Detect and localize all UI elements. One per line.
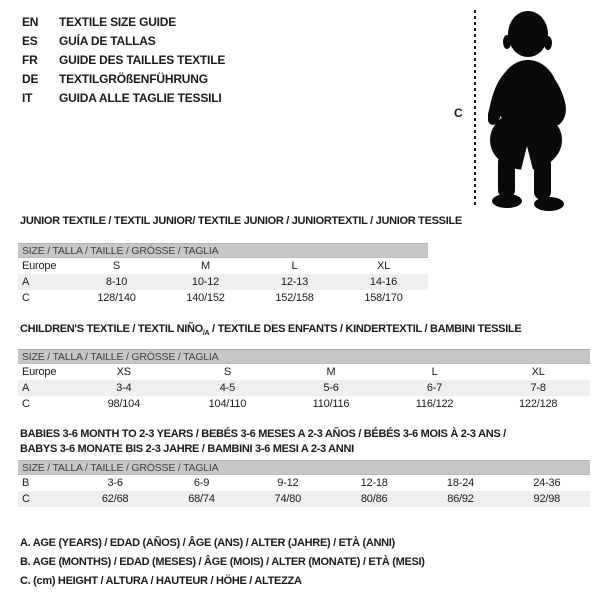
lang-code: DE <box>22 72 39 86</box>
table-row <box>18 491 590 507</box>
age-cell: 18-24 <box>446 477 475 489</box>
lang-code: EN <box>22 15 39 29</box>
children-size-table <box>18 323 590 412</box>
height-cell: 74/80 <box>274 493 302 505</box>
size-cell: M <box>326 366 336 379</box>
junior-size-table <box>18 215 462 306</box>
lang-label: TEXTILGRÖßENFÜHRUNG <box>59 72 208 86</box>
row-label: C <box>22 292 30 304</box>
height-cell: 152/158 <box>275 292 314 304</box>
height-cell: 80/86 <box>360 493 388 505</box>
babies-size-table <box>18 427 590 507</box>
size-cell: M <box>201 260 210 272</box>
lang-row-fr <box>22 51 225 70</box>
row-label: Europe <box>22 366 57 379</box>
table-row <box>18 290 428 306</box>
age-cell: 5-6 <box>323 382 339 395</box>
height-cell: 62/68 <box>101 493 129 505</box>
height-cell: 128/140 <box>97 292 136 304</box>
row-label: C <box>22 493 30 505</box>
table-row <box>18 475 590 491</box>
size-cell: S <box>112 260 121 272</box>
height-cell: 92/98 <box>533 493 561 505</box>
row-label: A <box>22 382 30 395</box>
row-label: C <box>22 398 30 411</box>
legend-line-c: C. (cm) HEIGHT / ALTURA / HAUTEUR / HÖHE / ALTEZZA <box>20 575 302 587</box>
height-cell: 116/122 <box>415 398 454 411</box>
age-cell: 7-8 <box>530 382 546 395</box>
size-cell: L <box>431 366 438 379</box>
row-label: B <box>22 477 30 489</box>
height-cell: 122/128 <box>518 398 558 411</box>
age-cell: 4-5 <box>219 382 236 395</box>
height-cell: 68/74 <box>188 493 215 505</box>
lang-code: FR <box>22 53 38 67</box>
height-cell: 86/92 <box>447 493 474 505</box>
lang-row-de <box>22 70 225 89</box>
table-header-size: SIZE / TALLA / TAILLE / GRÖSSE / TAGLIA <box>18 349 590 364</box>
table-row <box>18 258 428 274</box>
lang-row-it <box>22 89 225 108</box>
table-row <box>18 396 590 412</box>
age-cell: 14-16 <box>369 276 398 288</box>
height-cell: 98/104 <box>107 398 141 411</box>
size-cell: XL <box>531 366 545 379</box>
age-cell: 3-6 <box>107 477 123 489</box>
height-measure-dashed-line <box>474 10 476 207</box>
age-cell: 12-18 <box>360 477 388 489</box>
table-row <box>18 274 428 290</box>
age-cell: 10-12 <box>191 276 220 288</box>
lang-row-es <box>22 32 225 51</box>
height-cell: 110/116 <box>312 398 350 411</box>
age-cell: 12-13 <box>280 276 309 288</box>
age-cell: 3-4 <box>116 382 132 395</box>
lang-label: GUÍA DE TALLAS <box>59 34 156 48</box>
table-title: JUNIOR TEXTILE / TEXTIL JUNIOR/ TEXTILE JUNIOR / JUNIORTEXTIL / JUNIOR TESSILE <box>20 215 462 227</box>
table-title-line2: BABYS 3-6 MONATE BIS 2-3 JAHRE / BAMBINI 3-6 MESI A 2-3 ANNI <box>20 443 354 455</box>
height-cell: 140/152 <box>186 292 225 304</box>
table-title <box>18 427 590 457</box>
measure-legend <box>20 534 425 591</box>
lang-label: GUIDA ALLE TAGLIE TESSILI <box>59 91 222 105</box>
title-subscript: /A <box>202 330 210 338</box>
baby-silhouette-icon <box>488 6 592 212</box>
age-cell: 9-12 <box>277 477 299 489</box>
size-cell: L <box>291 260 298 272</box>
table-header-size: SIZE / TALLA / TAILLE / GRÖSSE / TAGLIA <box>18 243 428 258</box>
age-cell: 6-7 <box>426 382 443 395</box>
table-row <box>18 380 590 396</box>
table-title: CHILDREN'S TEXTILE / TEXTIL $NIÑO_{/A}$ / TEXTILE DES ENFANTS / KINDERTEXTIL / BAMBINI TESSILE <box>20 323 522 338</box>
age-cell: 8-10 <box>105 276 128 288</box>
lang-label: TEXTILE SIZE GUIDE <box>59 15 177 29</box>
height-cell: 158/170 <box>364 292 403 304</box>
lang-code: ES <box>22 34 38 48</box>
table-title-line1: BABIES 3-6 MONTH TO 2-3 YEARS / BEBÉS 3-6 MESES A 2-3 AÑOS / BÉBÉS 3-6 MOIS À 2-3 ANS / <box>20 428 506 440</box>
height-measure-label: C <box>454 106 463 120</box>
row-label: A <box>22 276 30 288</box>
legend-line-b: B. AGE (MONTHS) / EDAD (MESES) / ÂGE (MOIS) / ALTER (MONATE) / ETÀ (MESI) <box>20 556 425 568</box>
size-cell: XS <box>116 366 131 379</box>
table-header-size: SIZE / TALLA / TAILLE / GRÖSSE / TAGLIA <box>18 460 590 475</box>
row-label: Europe <box>22 260 57 272</box>
size-cell: XL <box>376 260 391 272</box>
age-cell: 6-9 <box>193 477 210 489</box>
lang-row-en <box>22 13 225 32</box>
height-cell: 104/110 <box>208 398 247 411</box>
legend-line-a: A. AGE (YEARS) / EDAD (AÑOS) / ÂGE (ANS) / ALTER (JAHRE) / ETÀ (ANNI) <box>20 537 395 549</box>
language-title-list <box>22 13 225 108</box>
table-row <box>18 364 590 380</box>
size-cell: S <box>223 366 231 379</box>
lang-code: IT <box>22 91 33 105</box>
lang-label: GUIDE DES TAILLES TEXTILE <box>59 53 226 67</box>
age-cell: 24-36 <box>533 477 561 489</box>
